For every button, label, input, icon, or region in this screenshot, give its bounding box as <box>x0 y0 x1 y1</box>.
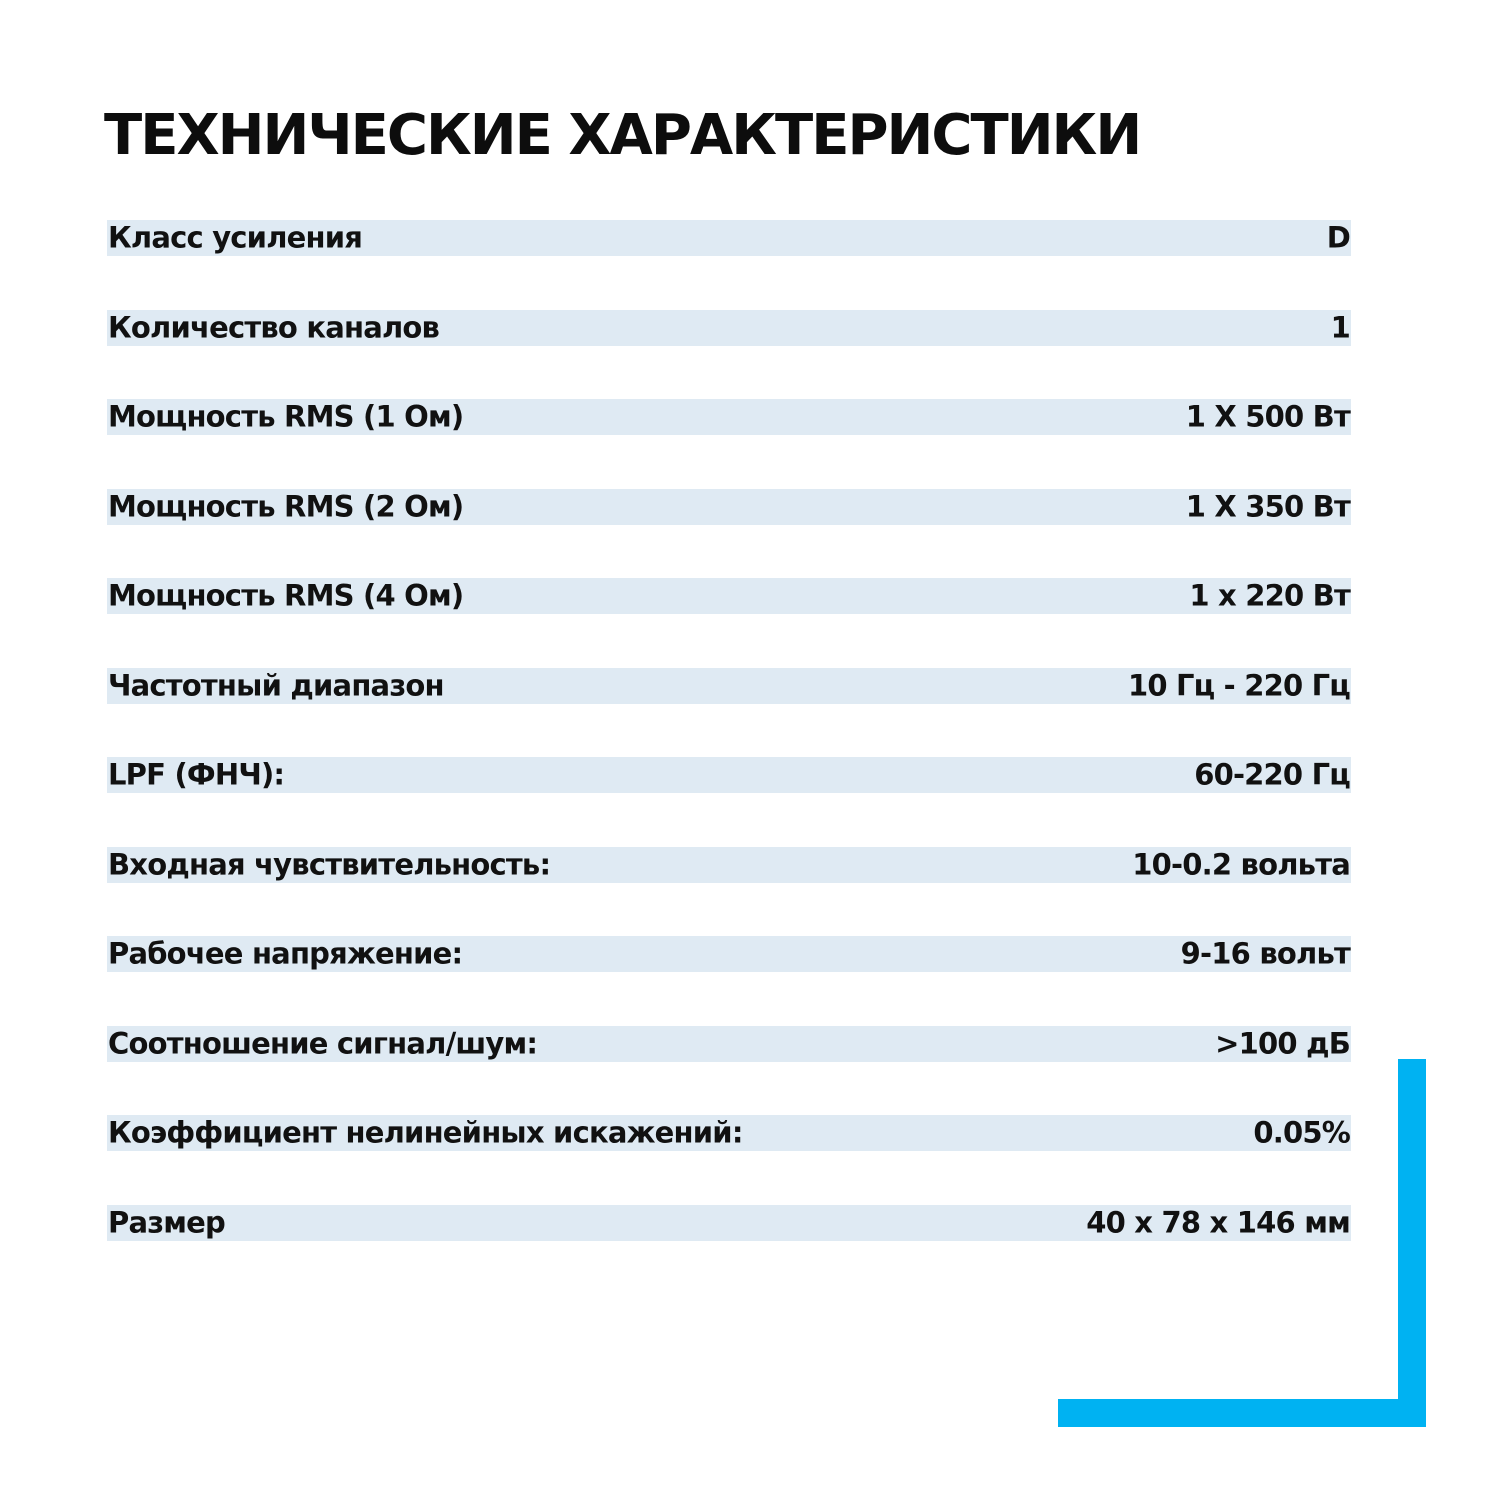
spec-label: Частотный диапазон <box>108 668 444 703</box>
spec-value: 0.05% <box>1253 1115 1350 1150</box>
page-title: ТЕХНИЧЕСКИЕ ХАРАКТЕРИСТИКИ <box>104 103 1141 168</box>
spec-label: Коэффициент нелинейных искажений: <box>108 1115 743 1150</box>
spec-label: Мощность RMS (2 Ом) <box>108 489 464 524</box>
spec-label: Входная чувствительность: <box>108 847 551 882</box>
spec-value: 1 X 350 Вт <box>1185 489 1350 524</box>
spec-row-input-sensitivity <box>107 847 1351 883</box>
spec-row-signal-noise <box>107 1026 1351 1062</box>
spec-label: Мощность RMS (1 Ом) <box>108 399 464 434</box>
spec-value: D <box>1326 220 1350 255</box>
spec-value: 1 X 500 Вт <box>1185 399 1350 434</box>
spec-value: 10-0.2 вольта <box>1132 847 1350 882</box>
spec-label: Класс усиления <box>108 220 363 255</box>
spec-label: Рабочее напряжение: <box>108 936 463 971</box>
spec-value: >100 дБ <box>1215 1026 1350 1061</box>
spec-row-frequency-range <box>107 668 1351 704</box>
spec-value: 40 x 78 x 146 мм <box>1086 1205 1350 1240</box>
spec-row-amplifier-class <box>107 220 1351 256</box>
corner-accent-vertical <box>1398 1059 1426 1427</box>
spec-row-rms-4-ohm <box>107 578 1351 614</box>
spec-row-operating-voltage <box>107 936 1351 972</box>
spec-value: 1 <box>1330 310 1350 345</box>
spec-row-channels <box>107 310 1351 346</box>
spec-row-rms-1-ohm <box>107 399 1351 435</box>
spec-row-rms-2-ohm <box>107 489 1351 525</box>
spec-value: 10 Гц - 220 Гц <box>1127 668 1350 703</box>
spec-label: LPF (ФНЧ): <box>108 757 285 792</box>
spec-value: 9-16 вольт <box>1180 936 1350 971</box>
spec-label: Соотношение сигнал/шум: <box>108 1026 538 1061</box>
spec-row-thd <box>107 1115 1351 1151</box>
corner-accent-horizontal <box>1058 1399 1426 1427</box>
spec-label: Количество каналов <box>108 310 440 345</box>
spec-label: Мощность RMS (4 Ом) <box>108 578 464 613</box>
spec-label: Размер <box>108 1205 226 1240</box>
spec-value: 60-220 Гц <box>1194 757 1350 792</box>
spec-row-size <box>107 1205 1351 1241</box>
spec-value: 1 x 220 Вт <box>1189 578 1350 613</box>
spec-row-lpf <box>107 757 1351 793</box>
